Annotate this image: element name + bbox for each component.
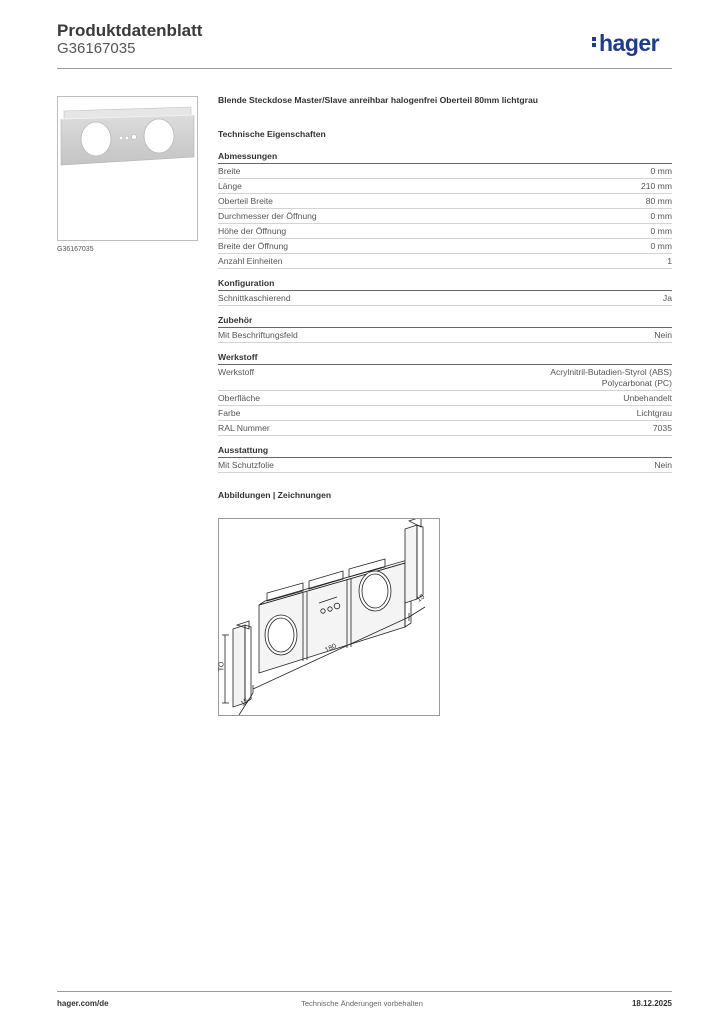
property-label: RAL Nummer [218, 422, 270, 433]
technical-drawing [218, 518, 440, 716]
product-code: G36167035 [57, 40, 136, 57]
property-row [218, 239, 672, 254]
section-werkstoff [218, 351, 672, 436]
property-row [218, 254, 672, 269]
section-heading: Abmessungen [218, 150, 672, 164]
property-value: 0 mm [650, 210, 672, 221]
property-label: Breite der Öffnung [218, 240, 289, 251]
property-row [218, 406, 672, 421]
property-row [218, 179, 672, 194]
figures-heading: Abbildungen | Zeichnungen [218, 490, 332, 500]
property-label: Anzahl Einheiten [218, 255, 283, 266]
thumbnail-caption: G36167035 [57, 246, 94, 253]
property-value: Nein [654, 329, 672, 340]
property-value: Nein [654, 459, 672, 470]
property-value: Unbehandelt [623, 392, 672, 403]
property-label: Mit Schutzfolie [218, 459, 274, 470]
property-label: Mit Beschriftungsfeld [218, 329, 298, 340]
property-value: 0 mm [650, 165, 672, 176]
property-label: Breite [218, 165, 241, 176]
property-label: Länge [218, 180, 242, 191]
footer-divider [57, 991, 672, 992]
section-ausstattung [218, 444, 672, 473]
product-thumbnail [57, 96, 198, 241]
property-row [218, 291, 672, 306]
section-heading: Zubehör [218, 314, 672, 328]
section-heading: Werkstoff [218, 351, 672, 365]
footer-website-link[interactable]: hager.com/de [57, 999, 109, 1008]
property-value: 80 mm [645, 195, 672, 206]
header-divider [57, 68, 672, 69]
property-row [218, 365, 672, 391]
dimension-length-label: 180 [324, 642, 338, 655]
logo-dots-icon [592, 35, 597, 49]
section-abmessungen [218, 150, 672, 269]
dimension-left-label: 15 [239, 697, 251, 708]
product-details [218, 94, 672, 502]
footer-disclaimer: Technische Änderungen vorbehalten [301, 999, 423, 1008]
property-row [218, 421, 672, 436]
property-row [218, 391, 672, 406]
property-value: 7035 [652, 422, 672, 433]
footer-date: 18.12.2025 [631, 999, 672, 1008]
dimension-drawing [219, 519, 439, 715]
product-title: Blende Steckdose Master/Slave anreihbar halogenfrei Oberteil 80mm lichtgrau [218, 95, 538, 105]
property-value: 210 mm [640, 180, 672, 191]
property-label: Oberfläche [218, 392, 261, 403]
property-row [218, 458, 672, 473]
property-value: Acrylnitril-Butadien-Styrol (ABS) Polycarbonat (PC) [550, 366, 672, 388]
page-title: Produktdatenblatt [57, 21, 203, 40]
cover-plate-image [58, 97, 197, 240]
properties-sections [218, 150, 672, 473]
technical-properties-heading: Technische Eigenschaften [218, 129, 326, 139]
property-label: Durchmesser der Öffnung [218, 210, 317, 221]
section-konfiguration [218, 277, 672, 306]
property-label: Höhe der Öffnung [218, 225, 287, 236]
property-value: 0 mm [650, 225, 672, 236]
property-label: Farbe [218, 407, 241, 418]
property-value: 1 [667, 255, 672, 266]
property-row [218, 164, 672, 179]
property-label: Werkstoff [218, 366, 254, 377]
dimension-right-label: 15 [415, 593, 427, 604]
section-heading: Ausstattung [218, 444, 672, 458]
dimension-height-label: TO [218, 661, 226, 672]
property-value: Ja [662, 292, 672, 303]
hager-logo [592, 30, 659, 57]
section-zubeh-r [218, 314, 672, 343]
property-value: 0 mm [650, 240, 672, 251]
property-label: Oberteil Breite [218, 195, 273, 206]
property-label: Schnittkaschierend [218, 292, 291, 303]
property-value: Lichtgrau [636, 407, 672, 418]
property-row [218, 328, 672, 343]
section-heading: Konfiguration [218, 277, 672, 291]
logo-text: hager [599, 30, 660, 56]
property-row [218, 224, 672, 239]
property-row [218, 194, 672, 209]
property-row [218, 209, 672, 224]
